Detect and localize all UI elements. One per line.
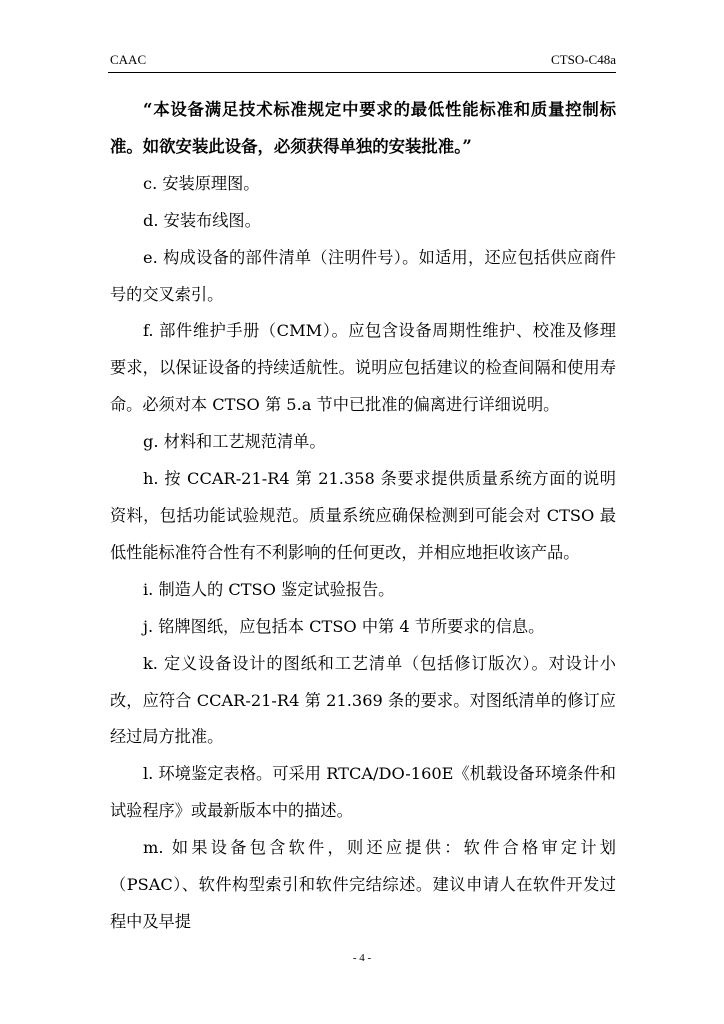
item-j: j. 铭牌图纸，应包括本 CTSO 中第 4 节所要求的信息。 bbox=[143, 616, 545, 636]
item-f: f. 部件维护手册（CMM）。应包含设备周期性维护、校准及修理要求，以保证设备的持续适航性。说明应包括建议的检查间隔和使用寿命。必须对本 CTSO 第 5.a 节中已批准的偏离进行详细说明。 bbox=[110, 321, 616, 415]
item-l: l. 环境鉴定表格。可采用 RTCA/DO-160E《机载设备环境条件和试验程序》或最新版本中的描述。 bbox=[110, 764, 616, 821]
item-m: m. 如果设备包含软件，则还应提供：软件合格审定计划（PSAC）、软件构型索引和软件完结综述。建议申请人在软件开发过程中及早提 bbox=[110, 838, 616, 931]
page-header bbox=[108, 52, 616, 73]
page-number: - 4 - bbox=[352, 952, 372, 964]
item-e: e. 构成设备的部件清单（注明件号）。如适用，还应包括供应商件号的交叉索引。 bbox=[110, 247, 616, 304]
item-g: g. 材料和工艺规范清单。 bbox=[143, 432, 326, 452]
quoted-statement: “本设备满足技术标准规定中要求的最低性能标准和质量控制标准。如欲安装此设备，必须获得单独的安装批准。” bbox=[110, 100, 616, 156]
item-i: i. 制造人的 CTSO 鉴定试验报告。 bbox=[143, 579, 395, 599]
item-d: d. 安装布线图。 bbox=[143, 210, 261, 230]
item-h: h. 按 CCAR-21-R4 第 21.358 条要求提供质量系统方面的说明资料，包括功能试验规范。质量系统应确保检测到可能会对 CTSO 最低性能标准符合性有不利影响的任何更改，并相应地拒收该产品。 bbox=[110, 469, 616, 562]
header-doc-id: CTSO-C48a bbox=[551, 52, 616, 67]
item-k: k. 定义设备设计的图纸和工艺清单（包括修订版次）。对设计小改，应符合 CCAR-21-R4 第 21.369 条的要求。对图纸清单的修订应经过局方批准。 bbox=[110, 653, 616, 747]
page-footer bbox=[0, 952, 724, 964]
document-body bbox=[110, 92, 616, 941]
header-org: CAAC bbox=[110, 52, 147, 67]
item-c: c. 安装原理图。 bbox=[143, 173, 260, 193]
